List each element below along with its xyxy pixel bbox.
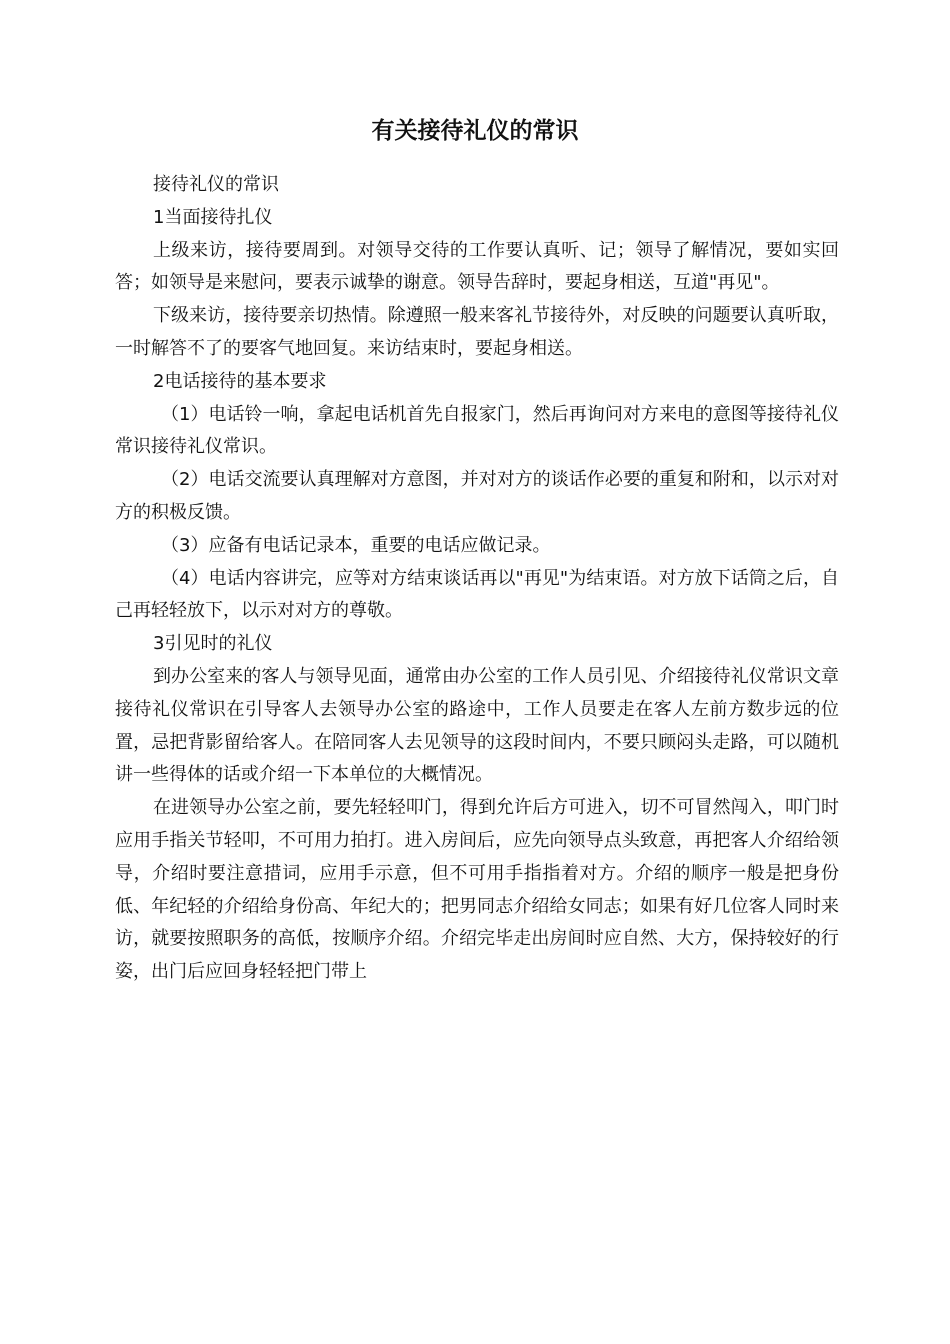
section-heading-3: 3引见时的礼仪 [153,633,273,655]
document-title: 有关接待礼仪的常识 [371,118,579,144]
list-item: （1）电话铃一响，拿起电话机首先自报家门，然后再询问对方来电的意图等接待礼仪常识接待礼仪常识。 [115,403,839,458]
section-heading-1: 1当面接待扎仪 [153,206,273,228]
list-item: （2）电话交流要认真理解对方意图，并对对方的谈话作必要的重复和附和，以示对对方的积极反馈。 [115,469,839,523]
section-heading-2: 2电话接待的基本要求 [153,370,327,392]
list-item: （4）电话内容讲完，应等对方结束谈话再以"再见"为结束语。对方放下话筒之后，自己再轻轻放下，以示对对方的尊敬。 [115,567,839,622]
paragraph: 在进领导办公室之前，要先轻轻叩门，得到允许后方可进入，切不可冒然闯入，叩门时应用手指关节轻叩，不可用力拍打。进入房间后，应先向领导点头致意，再把客人介绍给领导，介绍时要注意措词，应用手示意，但不可用手指指着对方。介绍的顺序一般是把身份低、年纪轻的介绍给身份高、年纪大的；把男同志介绍给女同志；如果有好几位客人同时来访，就要按照职务的高低，按顺序介绍。介绍完毕走出房间时应自然、大方，保持较好的行姿，出门后应回身轻轻把门带上 [115,797,839,983]
list-item: （3）应备有电话记录本，重要的电话应做记录。 [161,534,551,556]
paragraph: 上级来访，接待要周到。对领导交待的工作要认真听、记；领导了解情况，要如实回答；如领导是来慰问，要表示诚挚的谢意。领导告辞时，要起身相送，互道"再见"。 [115,239,839,294]
paragraph: 下级来访，接待要亲切热情。除遵照一般来客礼节接待外，对反映的问题要认真听取，一时解答不了的要客气地回复。来访结束时，要起身相送。 [115,305,839,359]
paragraph: 到办公室来的客人与领导见面，通常由办公室的工作人员引见、介绍接待礼仪常识文章接待礼仪常识在引导客人去领导办公室的路途中，工作人员要走在客人左前方数步远的位置，忌把背影留给客人。在陪同客人去见领导的这段时间内，不要只顾闷头走路，可以随机讲一些得体的话或介绍一下本单位的大概情况。 [115,665,839,786]
paragraph-heading: 接待礼仪的常识 [153,174,279,195]
document-body [115,169,839,989]
